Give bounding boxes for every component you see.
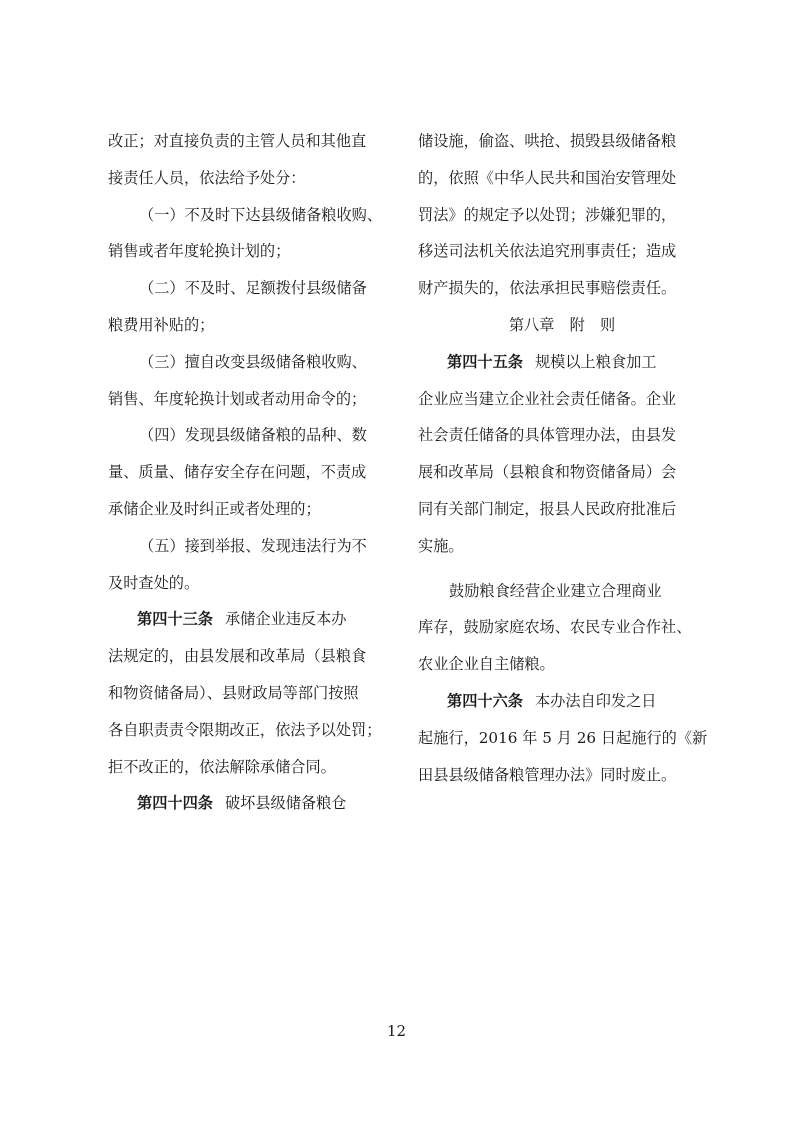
text-line: 农业企业自主储粮。 xyxy=(418,655,555,674)
text-line: 起施行，2016 年 5 月 26 日起施行的《新 xyxy=(418,728,708,747)
text-line: 销售或者年度轮换计划的； xyxy=(108,242,291,261)
text-line: 财产损失的，依法承担民事赔偿责任。 xyxy=(418,279,677,298)
text-line: 罚法》的规定予以处罚；涉嫌犯罪的， xyxy=(418,205,677,224)
page-number: 12 xyxy=(386,1022,407,1040)
list-item-3: （三）擅自改变县级储备粮收购、 xyxy=(139,352,367,371)
article-43 xyxy=(108,601,390,638)
text-line: 展和改革局（县粮食和物资储备局）会 xyxy=(418,463,677,482)
article-46-title: 第四十六条 xyxy=(447,691,523,710)
text-line: 田县县级储备粮管理办法》同时废止。 xyxy=(418,765,677,784)
article-44-title: 第四十四条 xyxy=(137,794,213,813)
article-46-text: 本办法自印发之日 xyxy=(534,691,657,710)
text-line: 改正；对直接负责的主管人员和其他直 xyxy=(108,132,367,150)
article-45 xyxy=(418,344,700,381)
text-line: 拒不改正的，依法解除承储合同。 xyxy=(108,757,336,776)
chapter-heading: 第八章 附 则 xyxy=(508,315,616,334)
text-line: 接责任人员，依法给予处分： xyxy=(108,168,306,187)
text-line: 企业应当建立企业社会责任储备。企业 xyxy=(418,389,677,408)
text-line: 及时查处的。 xyxy=(108,573,200,592)
list-item-2: （二）不及时、足额拨付县级储备 xyxy=(139,279,367,298)
text-line: 同有关部门制定，报县人民政府批准后 xyxy=(418,499,677,518)
article-43-text: 承储企业违反本办 xyxy=(224,610,347,629)
article-44-text: 破坏县级储备粮仓 xyxy=(224,794,347,813)
list-item-5: （五）接到举报、发现违法行为不 xyxy=(139,536,367,555)
text-line: 粮费用补贴的； xyxy=(108,315,215,334)
text-line: 法规定的，由县发展和改革局（县粮食 xyxy=(108,647,367,666)
right-column xyxy=(418,123,708,793)
left-column xyxy=(108,123,390,822)
text-line: 实施。 xyxy=(418,536,464,555)
text-line: 量、质量、储存安全存在问题，不责成 xyxy=(108,463,367,482)
article-45-title: 第四十五条 xyxy=(447,352,523,371)
text-line: 库存，鼓励家庭农场、农民专业合作社、 xyxy=(418,618,692,637)
article-44 xyxy=(108,785,390,822)
text-line: 的，依照《中华人民共和国治安管理处 xyxy=(418,168,677,187)
list-item-4: （四）发现县级储备粮的品种、数 xyxy=(139,426,367,445)
text-line: 和物资储备局）、县财政局等部门按照 xyxy=(108,683,359,702)
text-line: 储设施，偷盗、哄抢、损毁县级储备粮 xyxy=(418,132,677,150)
text-line: 承储企业及时纠正或者处理的； xyxy=(108,499,321,518)
article-45-text: 规模以上粮食加工 xyxy=(534,352,657,371)
text-line: 销售、年度轮换计划或者动用命令的； xyxy=(108,389,367,408)
text-line: 各自职责责令限期改正，依法予以处罚； xyxy=(108,720,382,739)
article-46 xyxy=(418,683,700,720)
text-line: 移送司法机关依法追究刑事责任；造成 xyxy=(418,242,677,261)
article-43-title: 第四十三条 xyxy=(137,610,213,629)
text-line: 社会责任储备的具体管理办法，由县发 xyxy=(418,426,677,445)
paragraph-start: 鼓励粮食经营企业建立合理商业 xyxy=(449,581,662,600)
list-item-1: （一）不及时下达县级储备粮收购、 xyxy=(139,205,382,224)
